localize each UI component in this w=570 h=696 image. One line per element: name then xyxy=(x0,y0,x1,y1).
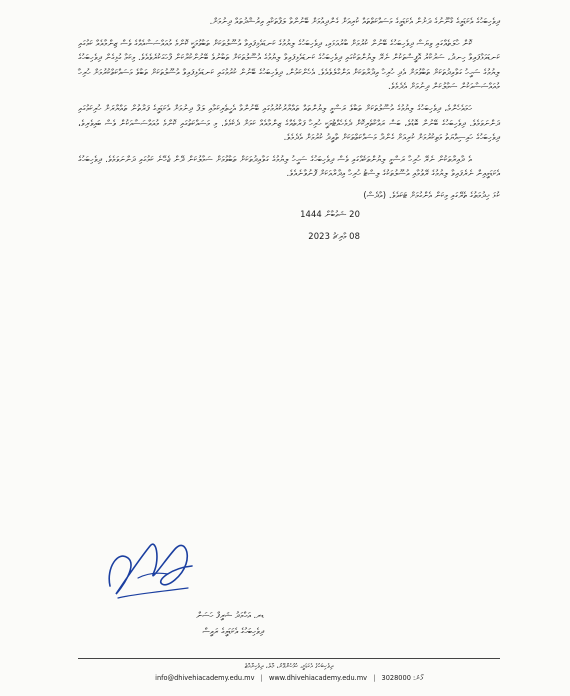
footer-divider xyxy=(78,658,500,659)
date-hijri: 20 ޝަޢުބާން 1444 xyxy=(300,208,360,219)
handwritten-signature xyxy=(98,528,208,608)
paragraph-1: ދިވެހިބަހުގެ އެކަޑަމީގެ ޤާނޫނުގެ ދަށުން އެކަޑަމީގެ މަސައްކަތްތައް ކުރިއަށް ގެންދިއުމަށް ބޭނުންވާ ލަފާތަކާއި އިރުޝާދުތައް ދިނުމަށް. xyxy=(209,16,500,26)
footer-phone: ފޯނު: 3028000 xyxy=(381,674,423,682)
footer-email[interactable]: info@dhivehiacademy.edu.mv xyxy=(155,674,255,682)
date-gregorian: 08 މާރިޗު 2023 xyxy=(308,230,360,241)
paragraph-2: ކޮން ހާލަތެއްގައި ވިޔަސް ދިވެހިބަހުގެ ބޭނުން ކުރުމަށް ބާރުއަޅައި، ދިވެހިބަހުގެ ލިޔުމުގެ ކަނޑައެޅިފައިވާ އުސޫލުތަކަށް ތަބާވުމަކީ ކޮންމެ މުއައްސަސާއެއްގެ ވެސް ޒިންމާއެއް ކަމުގައި ކަނޑައަޅާފައިވާ ހިނދު، ސަރުކާރު އޮފީސްތަކުން ނެރޭ ލިޔުންތަކުގައި ދިވެހިބަހުގެ ކަނޑައެޅިފައިވާ ލިޔުމުގެ އުސޫލުތަކަށް ތަބާނުވެ ބޭނުންކުރާކަން ފާހަގަކުރެވެއެވެ. މިކަމާ ގުޅިގެން ދިވެހިބަހުގެ ލިޔުމުގެ ސަހީހު ގަވާއިދުތަކަށް ތަބާވުމަށް އެދި ހުރިހާ އިދާރާތަކަށް އަންގާލެވެއެވެ. އެހެންކަމުން، ދިވެހިބަހުގެ ބޭނުން ކުރުމުގައި ކަނޑައެޅިފައިވާ އުސޫލުތަކަށް ތަބާވެ މަސައްކަތްކުރުމަށް ހުރިހާ މުއައްސަސާއަކުން ސަމާލުކަން ދިނުމަށް އެދެމެވެ. xyxy=(78,37,500,92)
footer-contacts: ފޯނު: 3028000 | info@dhivehiacademy.edu.mv | www.dhivehiacademy.edu.mv xyxy=(155,674,423,682)
date-block xyxy=(78,203,360,247)
signatory-title: ދިވެހިބަހުގެ އެކަޑަމީގެ ރައީސް xyxy=(202,626,264,636)
signatory-name: ޑރ. އަޙްމަދު ޝަރީފް ހަސަން xyxy=(196,610,264,620)
letter-body xyxy=(78,14,500,247)
paragraph-3: ހަމައެހެންމެ، ދިވެހިބަހުގެ ލިޔުމުގެ އުސޫލުތަކަށް ތަބާވެ ރަސްމީ ލިޔުންތައް ތައްޔާރުކުރުމުގައި ބޭނުންވާ އެހީތެރިކަމާއި ލަފާ ދިނުމަށް އެކަޑަމީގެ ފަރާތުން ތައްޔާރަށް ހުރިކަމުގައި ދަންނަވަމެވެ. ދިވެހިބަހުގެ ބޭނުން ބޮޑުވެ، ބަސް ރައްކާތެރިކޮށް ދެމެހެއްޓުމަކީ ހުރިހާ ފަރާތެއްގެ ޒިންމާއެއް ކަމަށް ދެކެމެވެ. މި މަސައްކަތުގައި ކޮންމެ މުއައްސަސާއަކުން ވެސް ބައިވެރިވެ، ދިވެހިބަހުގެ ހައިސިއްޔަތު މަތިކުރުމަށް ކުރިއަށް ގެންދާ މަސައްކަތްތަކަށް ތާއީދު ކުރުމަށް އެދެމެވެ. xyxy=(78,102,500,143)
paragraph-4: އެ ދާއިރާތަކުން ނެރޭ ހުރިހާ ރަސްމީ ލިޔުންތަކެއްގައި ވެސް ދިވެހިބަހުގެ ސަހީހު ލިޔުމުގެ ގަވާއިދުތަކަށް ތަބާވުމަށް ސަމާލުކަން ދޭން ޖެހޭނެ ކަމުގައި ދަންނަވަމެވެ. ދިވެހިބަހުގެ އެކަޑަމީއިން ނެރެފައިވާ ލިޔުމުގެ ރޭވުމާއި އުސޫލުތަކުގެ ލިސްޓު ހުރިހާ އިދާރާއަކަށް ފޮނުވާނެއެވެ. xyxy=(78,153,500,179)
signature-block xyxy=(84,528,264,638)
footer-address: ދިވެހިބަހުގެ އެކަޑަމީ، ހުޅުހެންވޭރު، މާލެ، ދިވެހިރާއްޖެ xyxy=(244,662,334,670)
footer-website[interactable]: www.dhivehiacademy.edu.mv xyxy=(268,674,368,682)
closing-line: ކުޅަ ޚިދުމަތުގެ ތެރޭގައި މިކަން އެންގުމަށް ޓަކައެވެ. (އާދެސް) xyxy=(363,189,500,200)
